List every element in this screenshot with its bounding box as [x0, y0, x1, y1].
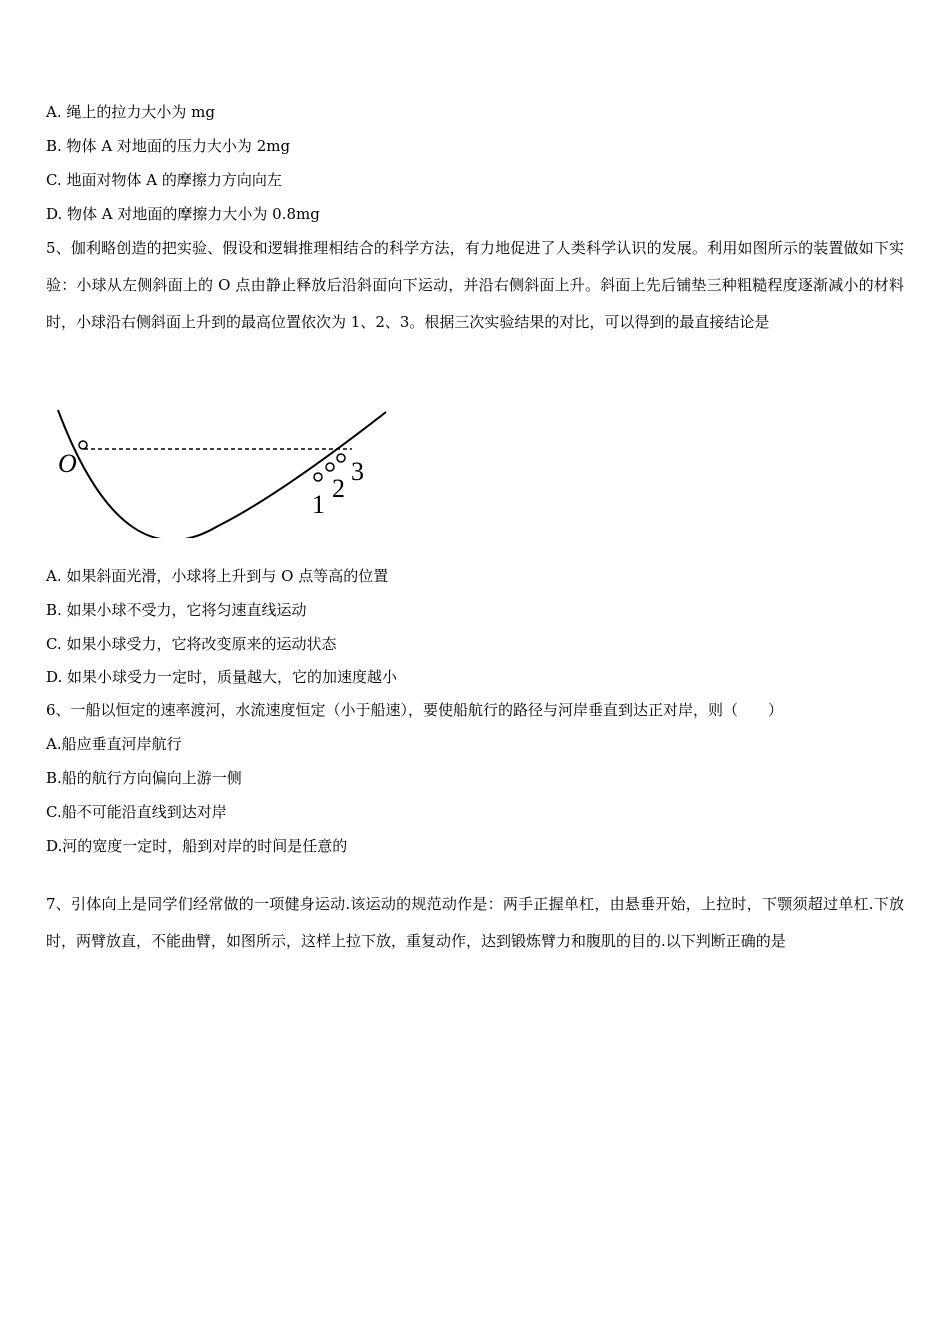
label-2: 2 — [332, 474, 345, 503]
q6-question-text: 6、一船以恒定的速率渡河，水流速度恒定（小于船速），要使船航行的路径与河岸垂直到达正对岸，则（ ） — [46, 701, 784, 719]
q5-option-a: A. 如果斜面光滑，小球将上升到与 O 点等高的位置 — [46, 567, 389, 585]
q5-option-c: C. 如果小球受力，它将改变原来的运动状态 — [46, 635, 337, 653]
q5-option-d: D. 如果小球受力一定时，质量越大，它的加速度越小 — [46, 668, 398, 686]
label-3: 3 — [351, 457, 364, 486]
label-1: 1 — [312, 490, 325, 519]
q4-option-b: B. 物体 A 对地面的压力大小为 2mg — [46, 137, 291, 155]
q5-slope-figure — [48, 398, 396, 538]
q7-question-text: 7、引体向上是同学们经常做的一项健身运动.该运动的规范动作是：两手正握单杠，由悬垂开始，上拉时，下颚须超过单杠.下放时，两臂放直，不能曲臂，如图所示，这样上拉下放，重复动作，达到锻炼臂力和腹肌的目的.以下判断正确的是 — [46, 895, 904, 950]
q5-question-text: 5、伽利略创造的把实验、假设和逻辑推理相结合的科学方法，有力地促进了人类科学认识的发展。利用如图所示的装置做如下实验：小球从左侧斜面上的 O 点由静止释放后沿斜面向下运动，并沿右侧斜面上升。斜面上先后铺垫三种粗糙程度逐渐减小的材料时，小球沿右侧斜面上升到的最高位置依次为 1、2、3。根据三次实验结果的对比，可以得到的最直接结论是 — [46, 239, 904, 331]
ball-at-o — [79, 441, 87, 449]
label-o: O — [58, 449, 77, 478]
q4-option-a: A. 绳上的拉力大小为 mg — [46, 103, 215, 121]
q4-option-c: C. 地面对物体 A 的摩擦力方向向左 — [46, 171, 282, 189]
q6-option-b: B.船的航行方向偏向上游一侧 — [46, 769, 242, 787]
q6-option-d: D.河的宽度一定时，船到对岸的时间是任意的 — [46, 837, 348, 855]
ball-position-3 — [337, 454, 345, 462]
ball-position-2 — [326, 463, 334, 471]
q6-option-a: A.船应垂直河岸航行 — [46, 735, 182, 753]
q4-option-d: D. 物体 A 对地面的摩擦力大小为 0.8mg — [46, 205, 320, 223]
q6-option-c: C.船不可能沿直线到达对岸 — [46, 803, 227, 821]
q5-option-b: B. 如果小球不受力，它将匀速直线运动 — [46, 601, 307, 619]
ball-position-1 — [314, 473, 322, 481]
